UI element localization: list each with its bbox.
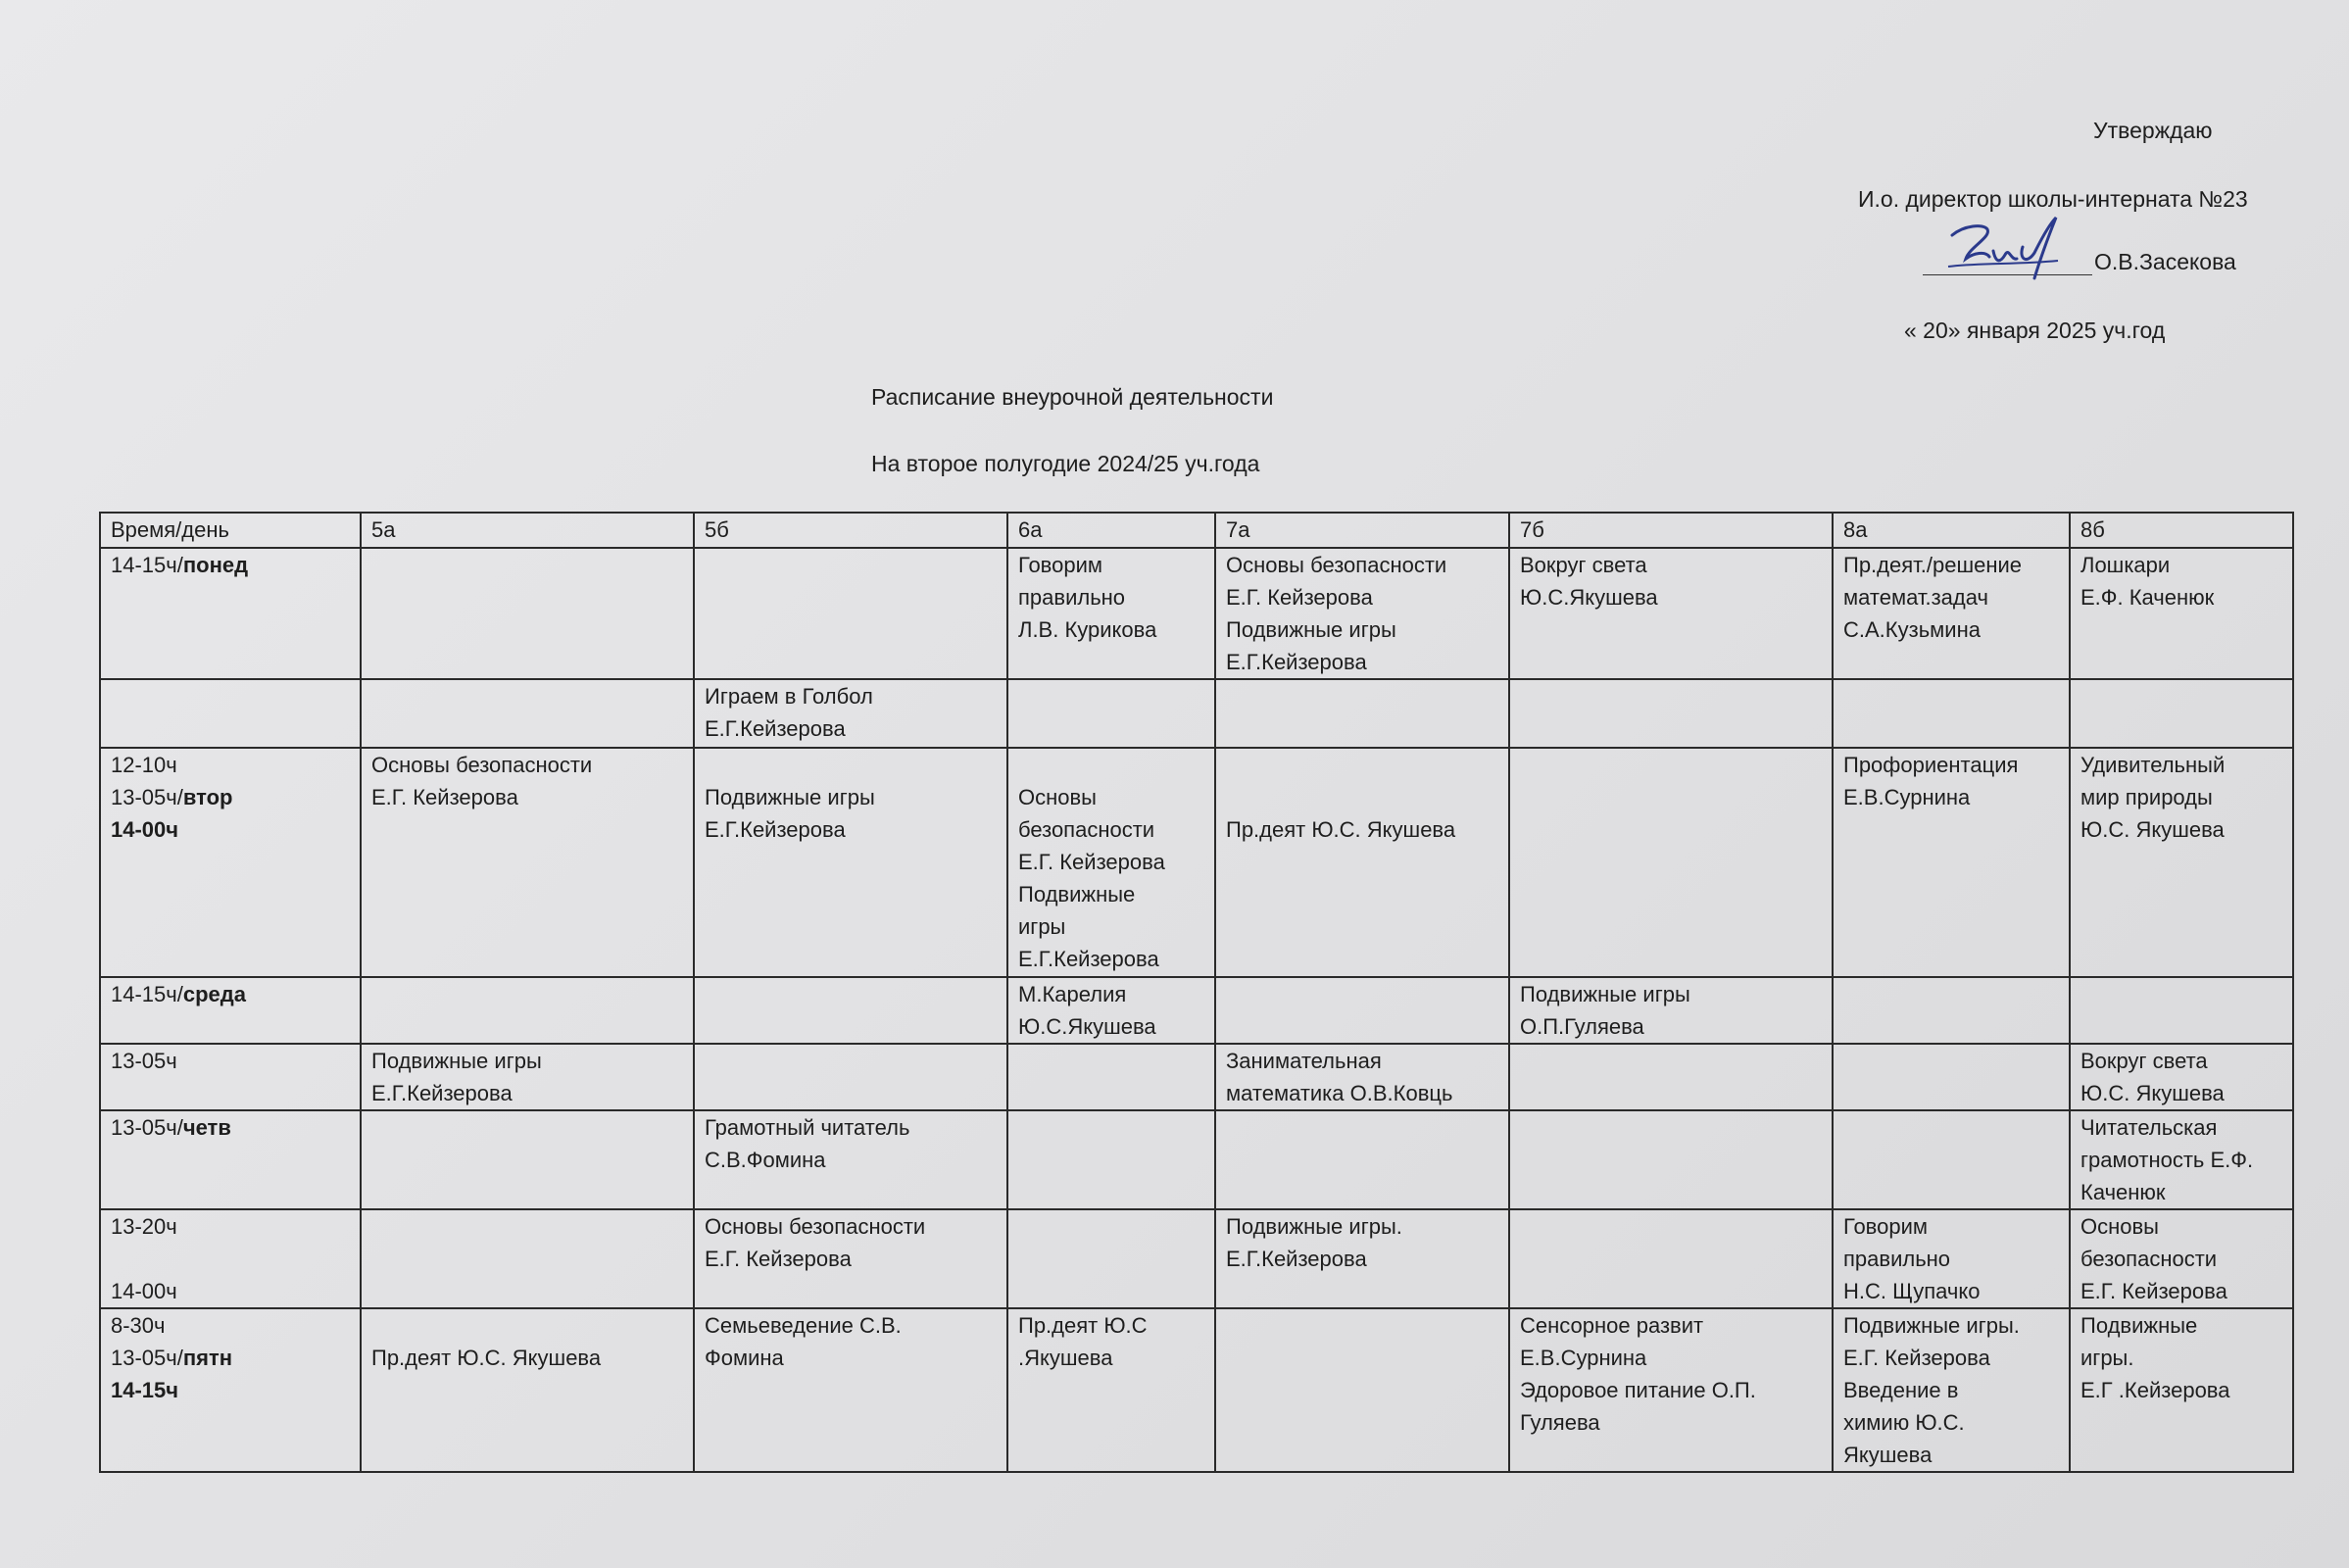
time-cell: 13-05ч xyxy=(100,1044,361,1110)
table-row xyxy=(100,548,2293,679)
table-row xyxy=(100,1209,2293,1308)
time-cell: 14-15ч/среда xyxy=(100,977,361,1044)
schedule-table xyxy=(99,512,2294,1473)
schedule-cell xyxy=(361,1209,694,1308)
schedule-cell xyxy=(1509,1110,1833,1209)
schedule-cell: Подвижные игры Е.Г.Кейзерова xyxy=(361,1044,694,1110)
table-row xyxy=(100,1308,2293,1472)
schedule-cell xyxy=(1509,1209,1833,1308)
header-cell: 7б xyxy=(1509,513,1833,548)
time-cell xyxy=(100,679,361,748)
schedule-cell: Подвижные игры. Е.Г.Кейзерова xyxy=(1215,1209,1509,1308)
table-row xyxy=(100,977,2293,1044)
time-cell: 13-20ч 14-00ч xyxy=(100,1209,361,1308)
schedule-cell xyxy=(1007,1044,1215,1110)
schedule-cell: Говорим правильно Л.В. Курикова xyxy=(1007,548,1215,679)
header-cell: 5а xyxy=(361,513,694,548)
schedule-cell: Лошкари Е.Ф. Каченюк xyxy=(2070,548,2293,679)
schedule-cell xyxy=(1007,1209,1215,1308)
header-cell: 7а xyxy=(1215,513,1509,548)
schedule-cell: Говорим правильно Н.С. Щупачко xyxy=(1833,1209,2070,1308)
schedule-cell xyxy=(1833,679,2070,748)
schedule-cell: Основы безопасности Е.Г. Кейзерова Подвижные игры Е.Г.Кейзерова xyxy=(1215,548,1509,679)
schedule-cell: Пр.деят Ю.С .Якушева xyxy=(1007,1308,1215,1472)
schedule-cell: Грамотный читатель С.В.Фомина xyxy=(694,1110,1007,1209)
table-row xyxy=(100,1110,2293,1209)
time-cell: 14-15ч/понед xyxy=(100,548,361,679)
schedule-cell xyxy=(1833,1044,2070,1110)
schedule-cell: Основы безопасности Е.Г. Кейзерова xyxy=(694,1209,1007,1308)
schedule-cell xyxy=(361,548,694,679)
schedule-cell: Подвижные игры. Е.Г. Кейзерова Введение в химию Ю.С. Якушева xyxy=(1833,1308,2070,1472)
schedule-cell xyxy=(1833,977,2070,1044)
header-cell: 8б xyxy=(2070,513,2293,548)
document-subtitle: На второе полугодие 2024/25 уч.года xyxy=(871,451,1260,476)
schedule-cell xyxy=(1007,1110,1215,1209)
schedule-cell xyxy=(1007,679,1215,748)
schedule-cell xyxy=(2070,977,2293,1044)
document-title: Расписание внеурочной деятельности xyxy=(871,384,1274,410)
table-row xyxy=(100,679,2293,748)
schedule-cell xyxy=(1509,679,1833,748)
schedule-cell xyxy=(694,1044,1007,1110)
schedule-cell: Читательская грамотность Е.Ф. Каченюк xyxy=(2070,1110,2293,1209)
schedule-cell: Подвижные игры О.П.Гуляева xyxy=(1509,977,1833,1044)
schedule-cell: Играем в Голбол Е.Г.Кейзерова xyxy=(694,679,1007,748)
schedule-cell xyxy=(1215,977,1509,1044)
schedule-cell xyxy=(361,1110,694,1209)
schedule-cell: Подвижные игры. Е.Г .Кейзерова xyxy=(2070,1308,2293,1472)
schedule-cell: Семьеведение С.В. Фомина xyxy=(694,1308,1007,1472)
schedule-cell xyxy=(1215,679,1509,748)
schedule-cell: Сенсорное развит Е.В.Сурнина Эдоровое питание О.П. Гуляева xyxy=(1509,1308,1833,1472)
time-cell: 8-30ч 13-05ч/пятн 14-15ч xyxy=(100,1308,361,1472)
schedule-cell: М.Карелия Ю.С.Якушева xyxy=(1007,977,1215,1044)
approval-name: О.В.Засекова xyxy=(2094,249,2236,274)
header-cell: Время/день xyxy=(100,513,361,548)
schedule-cell xyxy=(1215,1110,1509,1209)
approval-date: « 20» января 2025 уч.год xyxy=(1904,318,2166,343)
header-cell: 6а xyxy=(1007,513,1215,548)
schedule-cell xyxy=(1509,748,1833,977)
schedule-cell: Основы безопасности Е.Г. Кейзерова xyxy=(361,748,694,977)
schedule-cell: Подвижные игры Е.Г.Кейзерова xyxy=(694,748,1007,977)
schedule-cell: Профориентация Е.В.Сурнина xyxy=(1833,748,2070,977)
schedule-cell: Пр.деят./решение математ.задач С.А.Кузьмина xyxy=(1833,548,2070,679)
approval-title: Утверждаю xyxy=(2093,118,2213,143)
schedule-cell: Удивительный мир природы Ю.С. Якушева xyxy=(2070,748,2293,977)
schedule-cell: Вокруг света Ю.С. Якушева xyxy=(2070,1044,2293,1110)
schedule-cell: Вокруг света Ю.С.Якушева xyxy=(1509,548,1833,679)
time-cell: 12-10ч 13-05ч/втор 14-00ч xyxy=(100,748,361,977)
schedule-cell: Занимательная математика О.В.Ковць xyxy=(1215,1044,1509,1110)
schedule-cell: Пр.деят Ю.С. Якушева xyxy=(361,1308,694,1472)
schedule-cell: Основы безопасности Е.Г. Кейзерова xyxy=(2070,1209,2293,1308)
signature-line xyxy=(1923,243,2092,275)
header-cell: 5б xyxy=(694,513,1007,548)
schedule-cell xyxy=(694,977,1007,1044)
approval-signature-row xyxy=(1923,243,2236,275)
schedule-cell xyxy=(361,679,694,748)
schedule-cell: Основы безопасности Е.Г. Кейзерова Подвижные игры Е.Г.Кейзерова xyxy=(1007,748,1215,977)
schedule-cell xyxy=(1509,1044,1833,1110)
header-cell: 8а xyxy=(1833,513,2070,548)
schedule-cell xyxy=(1215,1308,1509,1472)
table-row xyxy=(100,1044,2293,1110)
table-row xyxy=(100,748,2293,977)
schedule-cell xyxy=(361,977,694,1044)
signature-image xyxy=(1940,208,2087,286)
time-cell: 13-05ч/четв xyxy=(100,1110,361,1209)
schedule-cell xyxy=(2070,679,2293,748)
schedule-cell xyxy=(1833,1110,2070,1209)
schedule-cell: Пр.деят Ю.С. Якушева xyxy=(1215,748,1509,977)
schedule-cell xyxy=(694,548,1007,679)
table-header-row xyxy=(100,513,2293,548)
approval-position: И.о. директор школы-интерната №23 xyxy=(1858,186,2248,212)
